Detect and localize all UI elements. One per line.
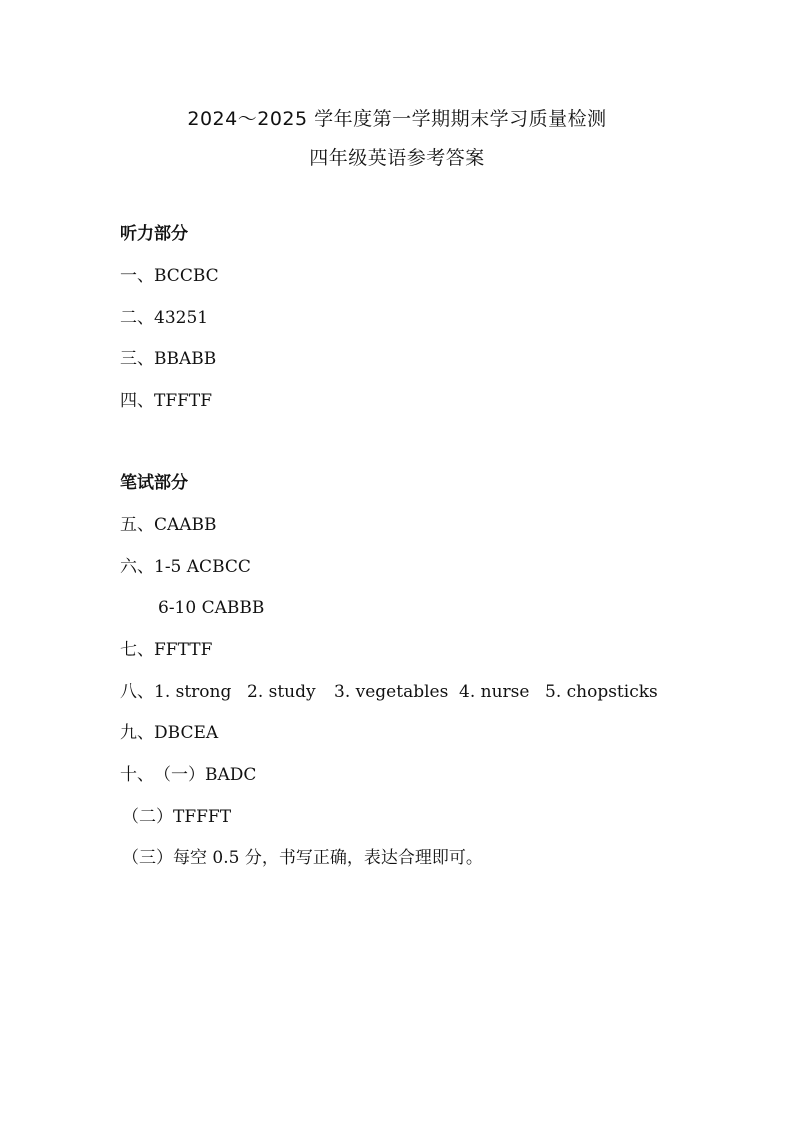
question-number: 九、 <box>120 723 154 743</box>
blank-answer-4: 4. nurse <box>459 682 530 702</box>
question-number: 六、 <box>120 557 154 577</box>
answer-row-4 <box>120 390 212 412</box>
answer-row-1 <box>120 265 219 287</box>
answer-row-7 <box>120 639 212 661</box>
blank-answer-3: 3. vegetables <box>334 682 449 702</box>
writing-heading: 笔试部分 <box>120 473 188 493</box>
question-number: 三、 <box>120 349 154 369</box>
question-number: 五、 <box>120 515 154 535</box>
answer-text: 43251 <box>154 308 209 328</box>
answer-row-10 <box>120 764 256 786</box>
question-number: 七、 <box>120 640 154 660</box>
answer-text: （一）BADC <box>154 765 257 785</box>
blank-answer-5: 5. chopsticks <box>545 682 658 702</box>
question-number: 二、 <box>120 308 154 328</box>
question-number: 十、 <box>120 765 154 785</box>
answer-text: DBCEA <box>154 723 219 743</box>
answer-row-3 <box>120 348 216 370</box>
question-number: 八、 <box>120 682 154 702</box>
answer-text: 6-10 CABBB <box>158 598 265 618</box>
answer-text: （三）每空 0.5 分，书写正确，表达合理即可。 <box>122 848 483 868</box>
answer-text: （二）TFFFT <box>122 807 232 827</box>
answer-text: FFTTF <box>154 640 213 660</box>
answer-text: BCCBC <box>154 266 219 286</box>
answer-text: TFFTF <box>154 391 213 411</box>
document-subtitle: 四年级英语参考答案 <box>309 147 485 169</box>
answer-text: CAABB <box>154 515 217 535</box>
answer-row-10-part2 <box>122 806 231 828</box>
blank-answer-1: 1. strong <box>154 682 232 702</box>
answer-row-6b <box>158 597 264 619</box>
answer-row-10-part3 <box>122 847 483 869</box>
answer-row-9 <box>120 722 218 744</box>
document-title: 2024～2025 学年度第一学期期末学习质量检测 <box>187 108 607 130</box>
question-number: 四、 <box>120 391 154 411</box>
blank-answer-2: 2. study <box>247 682 316 702</box>
answer-row-2 <box>120 307 208 329</box>
listening-heading: 听力部分 <box>120 224 188 244</box>
answer-text: BBABB <box>154 349 217 369</box>
question-number: 一、 <box>120 266 154 286</box>
answer-text: 1-5 ACBCC <box>154 557 251 577</box>
answer-row-5 <box>120 514 217 536</box>
answer-row-6a <box>120 556 251 578</box>
answer-row-8 <box>120 681 658 703</box>
